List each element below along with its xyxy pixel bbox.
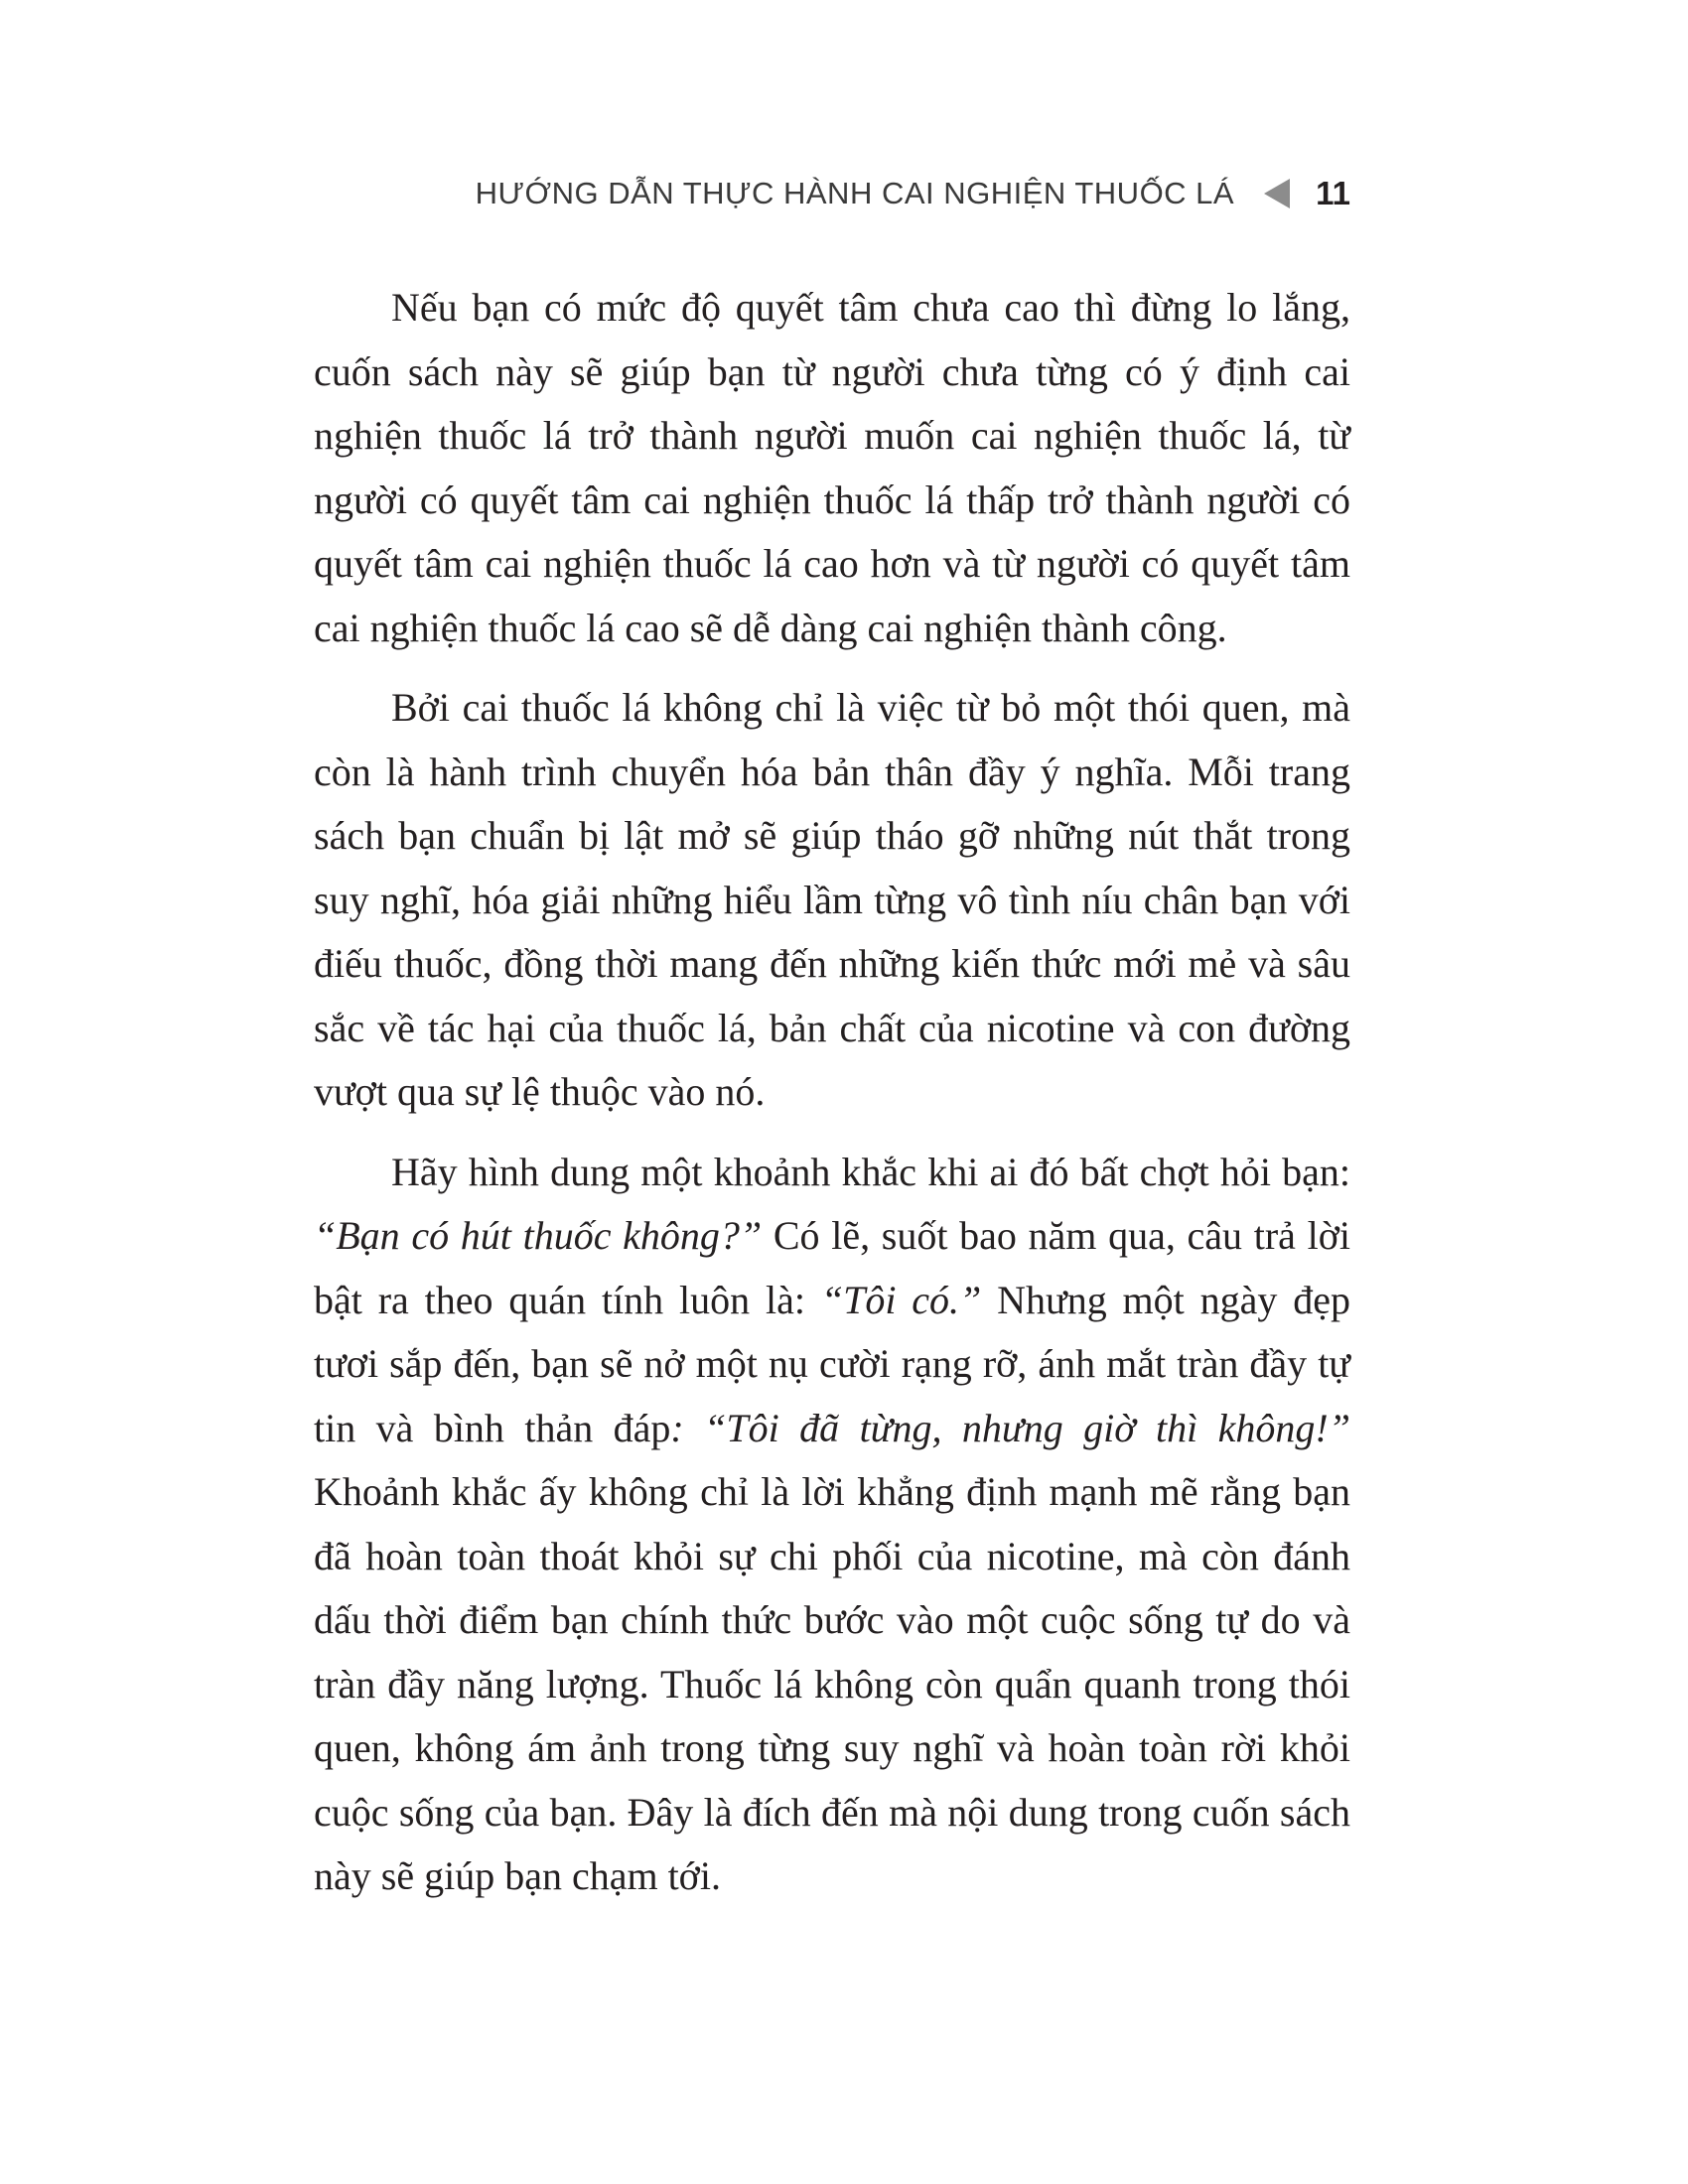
quote-used-to-but-not-now: : “Tôi đã từng, nhưng giờ thì không!”: [670, 1405, 1350, 1450]
book-title: HƯỚNG DẪN THỰC HÀNH CAI NGHIỆN THUỐC LÁ: [475, 176, 1235, 210]
paragraph-3-text-c: Nhưng một ngày đẹp tươi sắp đến, bạn sẽ nở một nụ cười rạng rỡ, ánh mắt tràn đầy tự tin và bình thản đáp: [314, 1277, 1350, 1450]
page-number: 11: [1316, 175, 1350, 211]
running-header: [298, 169, 1350, 218]
paragraph-3: [314, 1141, 1350, 1909]
quote-smoking-question: “Bạn có hút thuốc không?”: [314, 1213, 763, 1258]
quote-i-do: “Tôi có.”: [820, 1277, 982, 1322]
paragraph-3-text-a: Hãy hình dung một khoảnh khắc khi ai đó bất chợt hỏi bạn:: [391, 1149, 1350, 1194]
paragraph-2: Bởi cai thuốc lá không chỉ là việc từ bỏ một thói quen, mà còn là hành trình chuyển hóa bản thân đầy ý nghĩa. Mỗi trang sách bạn chuẩn bị lật mở sẽ giúp tháo gỡ những nút thắt trong suy nghĩ, hóa giải những hiểu lầm từng vô tình níu chân bạn với điếu thuốc, đồng thời mang đến những kiến thức mới mẻ và sâu sắc về tác hại của thuốc lá, bản chất của nicotine và con đường vượt qua sự lệ thuộc vào nó.: [314, 685, 1350, 1114]
paragraph-3-text-d: Khoảnh khắc ấy không chỉ là lời khẳng định mạnh mẽ rằng bạn đã hoàn toàn thoát khỏi sự chi phối của nicotine, mà còn đánh dấu thời điểm bạn chính thức bước vào một cuộc sống tự do và tràn đầy năng lượng. Thuốc lá không còn quẩn quanh trong thói quen, không ám ảnh trong từng suy nghĩ và hoàn toàn rời khỏi cuộc sống của bạn. Đây là đích đến mà nội dung trong cuốn sách này sẽ giúp bạn chạm tới.: [314, 1469, 1350, 1898]
paragraph-3-text-b: Có lẽ, suốt bao năm qua, câu trả lời bật ra theo quán tính luôn là:: [314, 1213, 1350, 1322]
triangle-marker-icon: [1264, 179, 1290, 208]
paragraph-1: Nếu bạn có mức độ quyết tâm chưa cao thì đừng lo lắng, cuốn sách này sẽ giúp bạn từ người chưa từng có ý định cai nghiện thuốc lá trở thành người muốn cai nghiện thuốc lá, từ người có quyết tâm cai nghiện thuốc lá thấp trở thành người có quyết tâm cai nghiện thuốc lá cao hơn và từ người có quyết tâm cai nghiện thuốc lá cao sẽ dễ dàng cai nghiện thành công.: [314, 285, 1350, 650]
page-body: [314, 276, 1350, 1925]
